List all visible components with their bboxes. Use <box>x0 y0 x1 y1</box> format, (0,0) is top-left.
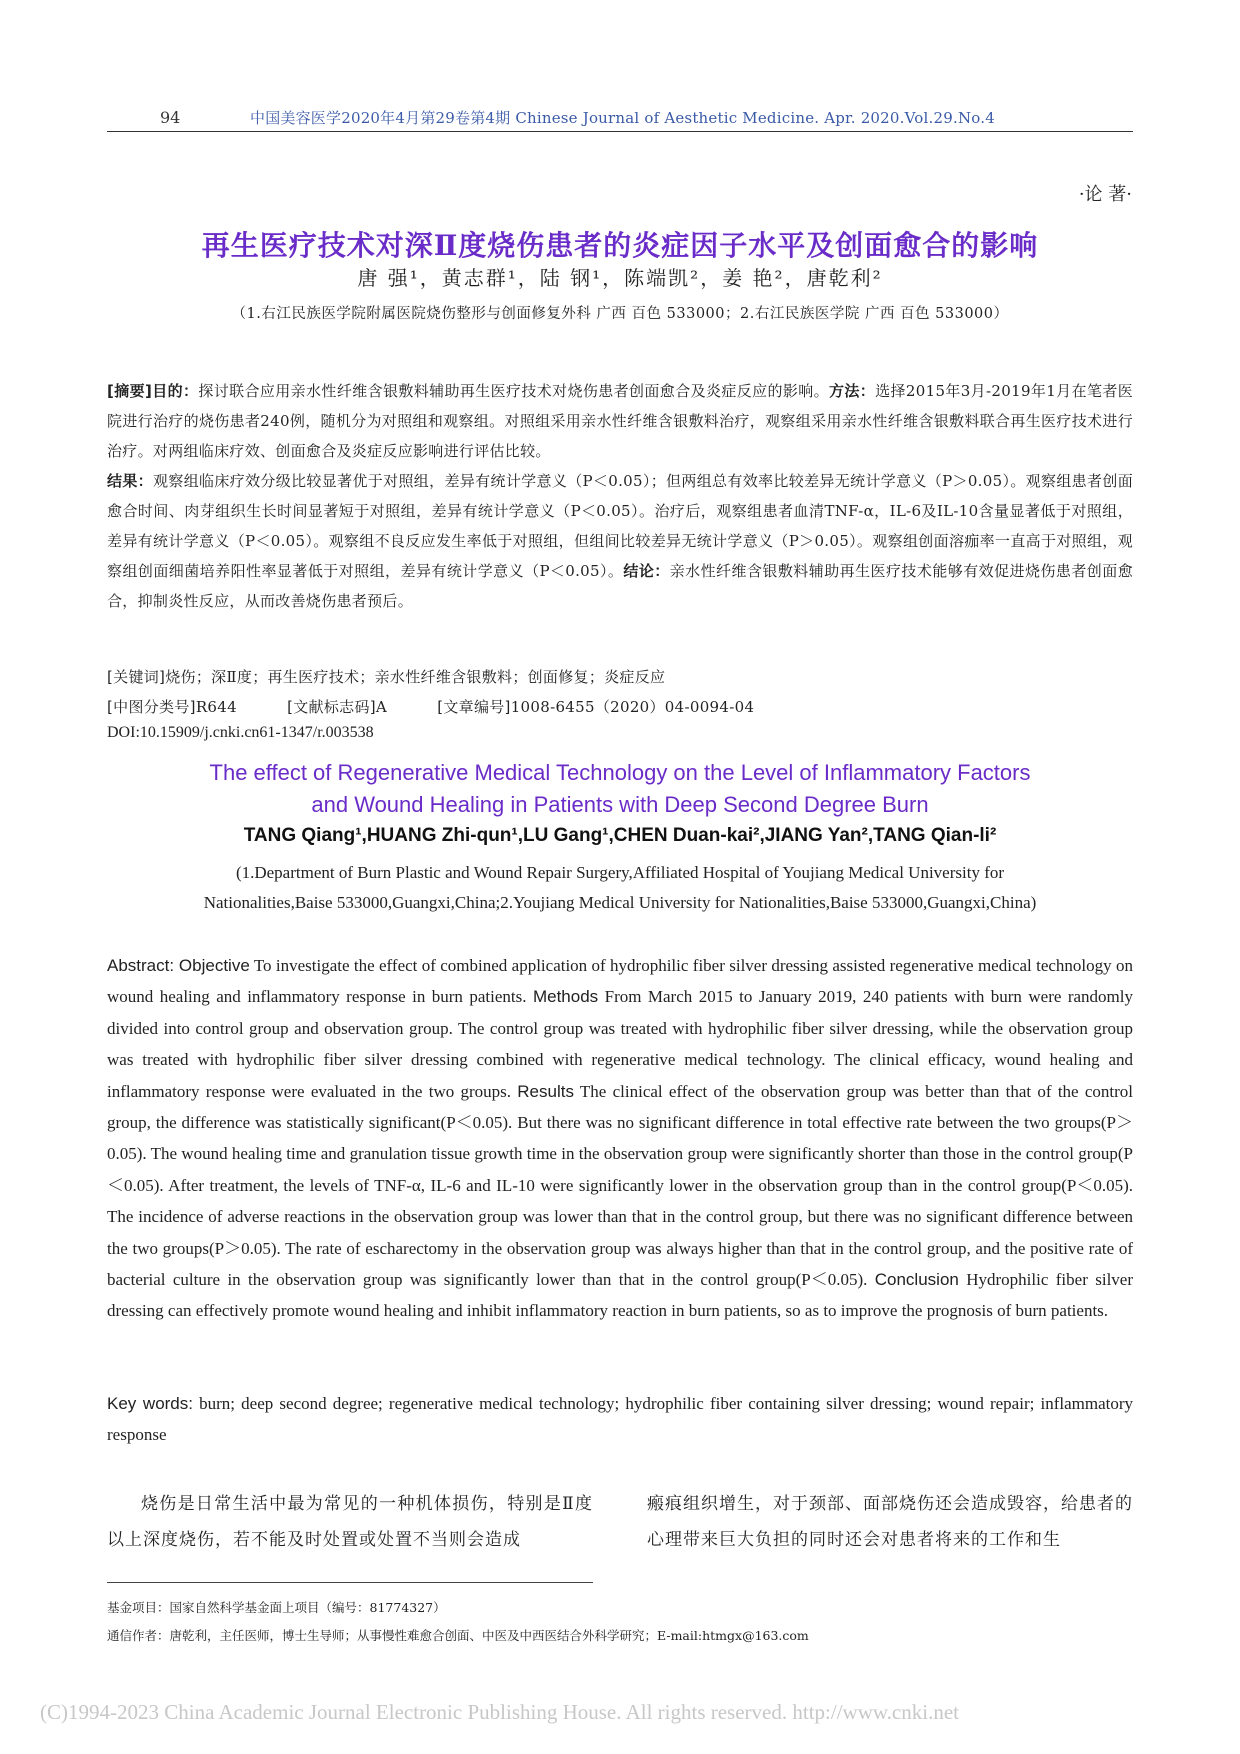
doi: DOI:10.15909/j.cnki.cn61-1347/r.003538 <box>107 724 374 741</box>
journal-header: 中国美容医学2020年4月第29卷第4期 Chinese Journal of Aesthetic Medicine. Apr. 2020.Vol.29.No.4 <box>250 109 995 127</box>
en-abstract-objective: To investigate the effect of combined application of hydrophilic fiber silver dressing assisted regenerative medical technology on wound healing and inflammatory response in burn patients. <box>107 956 1134 1007</box>
en-results-label: Results <box>517 1081 574 1101</box>
copyright-notice: (C)1994-2023 China Academic Journal Electronic Publishing House. All rights reserved. http://www.cnki.net <box>40 1700 959 1724</box>
body-left-column: 烧伤是日常生活中最为常见的一种机体损伤，特别是Ⅱ度以上深度烧伤，若不能及时处置或处置不当则会造成 <box>107 1494 593 1550</box>
en-conclusion-label: Conclusion <box>874 1270 959 1290</box>
en-abstract-methods: From March 2015 to January 2019, 240 patients with burn were randomly divided into control group and observation group. The control group was treated with hydrophilic fiber silver dressing, while the observation group was treated with hydrophilic fiber silver dressing combined with regenerative medical technology. The clinical efficacy, wound healing and inflammatory response were evaluated in the two groups. <box>107 987 1133 1101</box>
abstract-conclusion: 亲水性纤维含银敷料辅助再生医疗技术能够有效促进烧伤患者创面愈合，抑制炎性反应，从而改善烧伤患者预后。 <box>107 562 1133 610</box>
header-rule <box>107 131 1133 132</box>
chinese-keywords <box>107 666 665 687</box>
abstract-methods: 选择2015年3月-2019年1月在笔者医院进行治疗的烧伤患者240例，随机分为对照组和观察组。对照组采用亲水性纤维含银敷料治疗，观察组采用亲水性纤维含银敷料联合再生医疗技术进行治疗。对两组临床疗效、创面愈合及炎症反应影响进行评估比较。 <box>107 382 1134 460</box>
abstract-results: 观察组临床疗效分级比较显著优于对照组，差异有统计学意义（P＜0.05）；但两组总有效率比较差异无统计学意义（P＞0.05）。观察组患者创面愈合时间、肉芽组织生长时间显著短于对照组，差异有统计学意义（P＜0.05）。治疗后，观察组患者血清TNF-α，IL-6及IL-10含量显著低于对照组，差异有统计学意义（P＜0.05）。观察组不良反应发生率低于对照组，但组间比较差异无统计学意义（P＞0.05）。观察组创面溶痂率一直高于对照组，观察组创面细菌培养阳性率显著低于对照组，差异有统计学意义（P＜0.05）。 <box>107 472 1133 580</box>
en-abstract-conclusion: Hydrophilic fiber silver dressing can effectively promote wound healing and inhibit inflammatory reaction in burn patients, so as to improve the prognosis of burn patients. <box>107 1270 1133 1321</box>
article-no-label: [文章编号] <box>437 698 511 716</box>
corresponding-note: 通信作者：唐乾利，主任医师，博士生导师；从事慢性难愈合创面、中医及中西医结合外科学研究；E-mail:htmgx@163.com <box>107 1628 809 1643</box>
english-abstract <box>107 950 1133 1327</box>
keywords-text: 烧伤；深Ⅱ度；再生医疗技术；亲水性纤维含银敷料；创面修复；炎症反应 <box>165 668 666 686</box>
english-title-line1: The effect of Regenerative Medical Technology on the Level of Inflammatory Factors <box>209 760 1031 785</box>
section-tag: ·论 著· <box>1078 184 1132 205</box>
english-title-line2: and Wound Healing in Patients with Deep Second Degree Burn <box>311 792 929 817</box>
en-keywords-text: burn; deep second degree; regenerative medical technology; hydrophilic fiber containing silver dressing; wound repair; inflammatory response <box>107 1394 1133 1445</box>
abstract-objective: 探讨联合应用亲水性纤维含银敷料辅助再生医疗技术对烧伤患者创面愈合及炎症反应的影响。 <box>198 382 829 400</box>
page-number: 94 <box>160 108 181 127</box>
chinese-abstract <box>107 376 1133 616</box>
en-methods-label: Methods <box>532 987 599 1007</box>
english-authors: TANG Qiang¹,HUANG Zhi-qun¹,LU Gang¹,CHEN Duan-kai²,JIANG Yan²,TANG Qian-li² <box>243 825 997 846</box>
clc-value: R644 <box>195 698 237 716</box>
article-no-value: 1008-6455（2020）04-0094-04 <box>510 698 755 716</box>
english-affiliation-line1: (1.Department of Burn Plastic and Wound Repair Surgery,Affiliated Hospital of Youjiang Medical University for <box>235 863 1005 882</box>
footnote-rule <box>107 1582 593 1583</box>
methods-label: 方法： <box>829 382 876 400</box>
en-keywords-label: Key words: <box>107 1394 193 1413</box>
chinese-authors: 唐 强¹，黄志群¹，陆 钢¹，陈端凯²，姜 艳²，唐乾利² <box>357 266 883 290</box>
chinese-affiliation: （1.右江民族医学院附属医院烧伤整形与创面修复外科 广西 百色 533000；2.右江民族医学院 广西 百色 533000） <box>231 306 1009 322</box>
results-label: 结果： <box>107 472 154 490</box>
doc-code-label: [文献标志码] <box>287 698 376 716</box>
clc-label: [中图分类号] <box>107 698 196 716</box>
en-abstract-label: Abstract: Objective <box>107 956 250 975</box>
classification-line <box>107 696 754 717</box>
keywords-label: [关键词] <box>107 668 166 686</box>
english-affiliation-line2: Nationalities,Baise 533000,Guangxi,China;2.Youjiang Medical University for Nationalities,Baise 533000,Guangxi,China) <box>203 893 1037 912</box>
body-right-column: 瘢痕组织增生，对于颈部、面部烧伤还会造成毁容，给患者的心理带来巨大负担的同时还会对患者将来的工作和生 <box>647 1494 1133 1550</box>
english-keywords <box>107 1388 1133 1451</box>
conclusion-label: 结论： <box>623 562 670 580</box>
en-abstract-results: The clinical effect of the observation group was better than that of the control group, the difference was statistically significant(P＜0.05). But there was no significant difference in total effective rate between the two groups(P＞0.05). The wound healing time and granulation tissue growth time in the observation group were significantly shorter than those in the control group(P＜0.05). After treatment, the levels of TNF-α, IL-6 and IL-10 were significantly lower in the observation group than in the control group(P＜0.05). The incidence of adverse reactions in the observation group was lower than that in the control group, but there was no significant difference between the two groups(P＞0.05). The rate of escharectomy in the observation group was always higher than that in the control group, and the positive rate of bacterial culture in the observation group was significantly lower than that in the control group(P＜0.05). <box>107 1081 1134 1290</box>
doc-code-value: A <box>375 698 388 716</box>
chinese-title: 再生医疗技术对深Ⅱ度烧伤患者的炎症因子水平及创面愈合的影响 <box>201 229 1039 262</box>
fund-note: 基金项目：国家自然科学基金面上项目（编号：81774327） <box>107 1600 446 1615</box>
abstract-label: [摘要]目的： <box>107 382 199 400</box>
